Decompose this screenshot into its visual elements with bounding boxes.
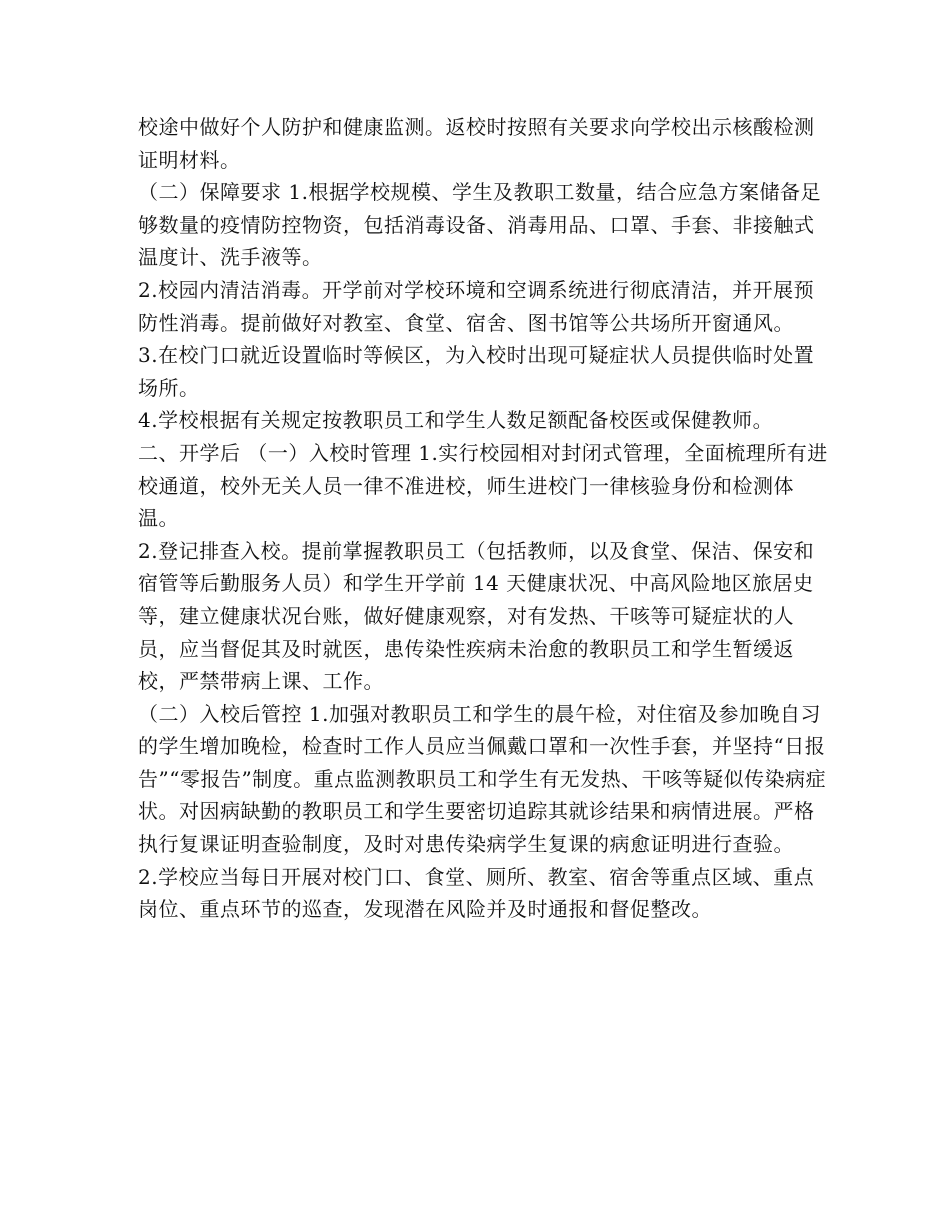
document-body bbox=[138, 111, 828, 926]
paragraph-school-doctor: 4.学校根据有关规定按教职员工和学生人数足额配备校医或保健教师。 bbox=[138, 408, 774, 433]
paragraph-waiting-area: 3.在校门口就近设置临时等候区，为入校时出现可疑症状人员提供临时处置场所。 bbox=[138, 343, 815, 400]
paragraph-campus-disinfection: 2.校园内清洁消毒。开学前对学校环境和空调系统进行彻底清洁，并开展预防性消毒。提前做好对教室、食堂、宿舍、图书馆等公共场所开窗通风。 bbox=[138, 277, 815, 335]
paragraph-daily-inspection: 2.学校应当每日开展对校门口、食堂、厕所、教室、宿舍等重点区域、重点岗位、重点环节的巡查，发现潜在风险并及时通报和督促整改。 bbox=[138, 864, 815, 922]
paragraph-registration-screening: 2.登记排查入校。提前掌握教职员工（包括教师，以及食堂、保洁、保安和宿管等后勤服务人员）和学生开学前 14 天健康状况、中高风险地区旅居史等，建立健康状况台账，做好健康观察，对有发热、干咳等可疑症状的人员，应当督促其及时就医，患传染性疾病未治愈的教职员工和学生暂缓返校，严禁带病上课、工作。 bbox=[138, 538, 815, 694]
paragraph-entry-management: 二、开学后 （一）入校时管理 1.实行校园相对封闭式管理，全面梳理所有进校通道，校外无关人员一律不准进校，师生进校门一律核验身份和检测体温。 bbox=[138, 440, 828, 531]
paragraph-guarantee-requirements: （二）保障要求 1.根据学校规模、学生及教职工数量，结合应急方案储备足够数量的疫情防控物资，包括消毒设备、消毒用品、口罩、手套、非接触式温度计、洗手液等。 bbox=[138, 180, 821, 270]
paragraph-return-to-school: 校途中做好个人防护和健康监测。返校时按照有关要求向学校出示核酸检测证明材料。 bbox=[138, 115, 815, 172]
paragraph-post-entry-control: （二）入校后管控 1.加强对教职员工和学生的晨午检，对住宿及参加晚自习的学生增加晚检，检查时工作人员应当佩戴口罩和一次性手套，并坚持“日报告”“零报告”制度。重点监测教职员工和学生有无发热、干咳等疑似传染病症状。对因病缺勤的教职员工和学生要密切追踪其就诊结果和病情进展。严格执行复课证明查验制度，及时对患传染病学生复课的病愈证明进行查验。 bbox=[138, 701, 827, 857]
